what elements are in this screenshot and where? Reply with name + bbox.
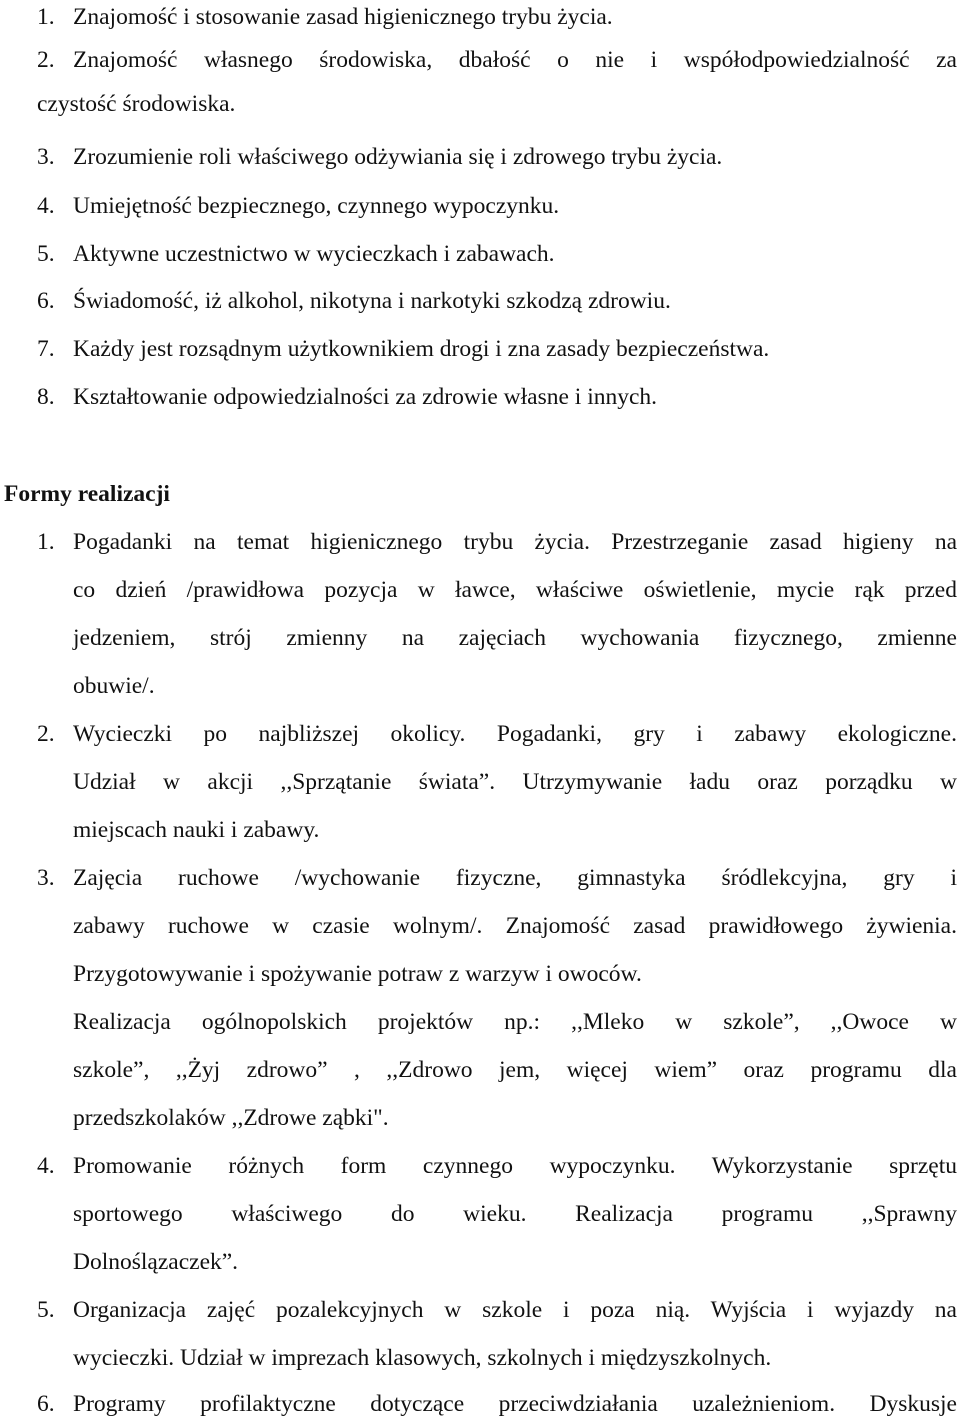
list-number: 1. [37, 4, 55, 30]
list-number: 1. [37, 529, 55, 555]
list-text: przedszkolaków ,,Zdrowe ząbki". [73, 1105, 389, 1131]
list-text: zabawy ruchowe w czasie wolnym/. Znajomość zasad prawidłowego żywienia. [73, 913, 957, 939]
list-text: Promowanie różnych form czynnego wypoczynku. Wykorzystanie sprzętu [73, 1153, 957, 1179]
list-text: Organizacja zajęć pozalekcyjnych w szkole i poza nią. Wyjścia i wyjazdy na [73, 1297, 957, 1323]
list-text: Zajęcia ruchowe /wychowanie fizyczne, gimnastyka śródlekcyjna, gry i [73, 865, 957, 891]
list-text: Umiejętność bezpiecznego, czynnego wypoczynku. [73, 193, 560, 219]
list-number: 6. [37, 1391, 55, 1417]
list-number: 3. [37, 865, 55, 891]
list-text: Każdy jest rozsądnym użytkownikiem drogi i zna zasady bezpieczeństwa. [73, 336, 770, 362]
list-text: Kształtowanie odpowiedzialności za zdrowie własne i innych. [73, 384, 658, 410]
list-text: co dzień /prawidłowa pozycja w ławce, właściwe oświetlenie, mycie rąk przed [73, 577, 957, 603]
list-text: Programy profilaktyczne dotyczące przeciwdziałania uzależnieniom. Dyskusje [73, 1391, 957, 1417]
list-text: Wycieczki po najbliższej okolicy. Pogadanki, gry i zabawy ekologiczne. [73, 721, 957, 747]
list-text: Znajomość i stosowanie zasad higienicznego trybu życia. [73, 4, 613, 30]
list-text: czystość środowiska. [37, 91, 236, 117]
section-heading: Formy realizacji [4, 481, 170, 507]
list-text: Pogadanki na temat higienicznego trybu życia. Przestrzeganie zasad higieny na [73, 529, 957, 555]
list-text: miejscach nauki i zabawy. [73, 817, 320, 843]
list-text: wycieczki. Udział w imprezach klasowych, szkolnych i międzyszkolnych. [73, 1345, 772, 1371]
list-text: Znajomość własnego środowiska, dbałość o nie i współodpowiedzialność za [73, 47, 957, 73]
list-text: jedzeniem, strój zmienny na zajęciach wychowania fizycznego, zmienne [73, 625, 957, 651]
list-text: szkole”, ,,Żyj zdrowo” , ,,Zdrowo jem, więcej wiem” oraz programu dla [73, 1057, 957, 1083]
list-text: Przygotowywanie i spożywanie potraw z warzyw i owoców. [73, 961, 642, 987]
list-number: 6. [37, 288, 55, 314]
list-text: Zrozumienie roli właściwego odżywiania się i zdrowego trybu życia. [73, 144, 723, 170]
list-number: 4. [37, 1153, 55, 1179]
list-number: 2. [37, 47, 55, 73]
list-number: 5. [37, 1297, 55, 1323]
list-text: Aktywne uczestnictwo w wycieczkach i zabawach. [73, 241, 555, 267]
list-number: 2. [37, 721, 55, 747]
list-text: Dolnoślązaczek”. [73, 1249, 239, 1275]
list-text: Realizacja ogólnopolskich projektów np.: ,,Mleko w szkole”, ,,Owoce w [73, 1009, 957, 1035]
list-number: 3. [37, 144, 55, 170]
list-number: 7. [37, 336, 55, 362]
list-number: 4. [37, 193, 55, 219]
list-number: 5. [37, 241, 55, 267]
list-number: 8. [37, 384, 55, 410]
list-text: Świadomość, iż alkohol, nikotyna i narkotyki szkodzą zdrowiu. [73, 288, 671, 314]
list-text: obuwie/. [73, 673, 155, 699]
list-text: Udział w akcji ,,Sprzątanie świata”. Utrzymywanie ładu oraz porządku w [73, 769, 957, 795]
list-text: sportowego właściwego do wieku. Realizacja programu ,,Sprawny [73, 1201, 957, 1227]
